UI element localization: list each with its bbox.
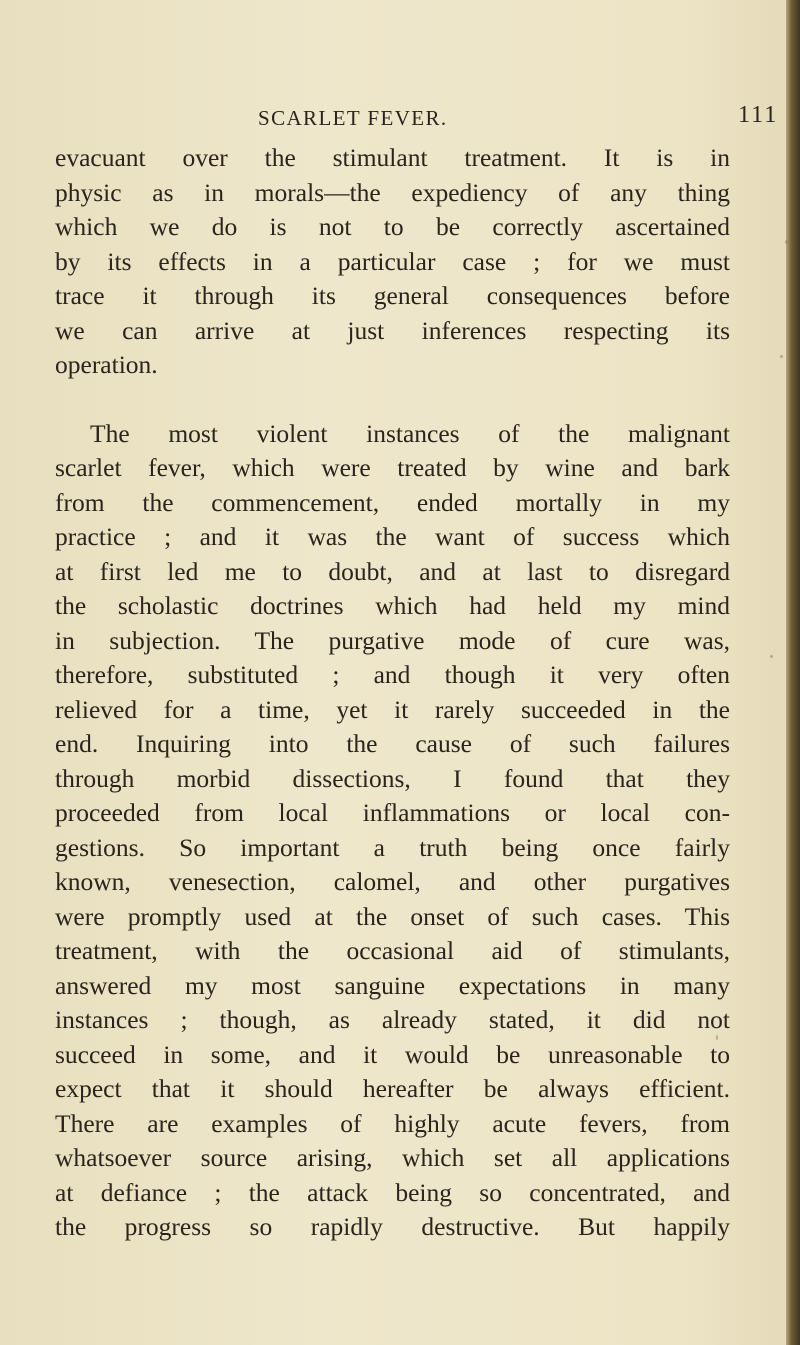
text-line: were promptly used at the onset of such cases. This: [55, 901, 730, 931]
paragraph-gap: [55, 383, 730, 417]
text-line: at defiance ; the attack being so concentrated, and: [55, 1177, 730, 1207]
text-line: physic as in morals—the expediency of any thing: [55, 177, 730, 207]
paper-speck: [770, 655, 773, 658]
text-line: the progress so rapidly destructive. But happily: [55, 1212, 730, 1241]
text-line: by its effects in a particular case ; for we must: [55, 246, 730, 276]
text-line: expect that it should hereafter be always efficient.: [55, 1074, 730, 1103]
text-line: gestions. So important a truth being once fairly: [55, 832, 730, 862]
text-line: treatment, with the occasional aid of stimulants,: [55, 936, 730, 965]
text-line: succeed in some, and it would be unreasonable to: [55, 1039, 730, 1069]
text-line: we can arrive at just inferences respecting its: [55, 315, 730, 345]
text-line: practice ; and it was the want of success which: [55, 522, 730, 551]
paragraph-2: [55, 417, 730, 1245]
paragraph-1: [55, 141, 730, 383]
text-line: instances ; though, as already stated, it did not: [55, 1005, 730, 1034]
text-line: proceeded from local inflammations or local con-: [55, 798, 730, 827]
text-line: operation.: [55, 350, 158, 379]
paper-speck: [780, 355, 783, 358]
text-line: which we do is not to be correctly ascertained: [55, 212, 730, 241]
text-line: the scholastic doctrines which had held my mind: [55, 591, 730, 620]
text-line: known, venesection, calomel, and other purgatives: [55, 867, 730, 896]
running-head-title: SCARLET FEVER.: [258, 106, 448, 130]
paper-speck: [785, 240, 789, 244]
body-text: [55, 141, 730, 1245]
page-number: 111: [738, 102, 779, 128]
text-line: whatsoever source arising, which set all applications: [55, 1143, 730, 1172]
text-line: from the commencement, ended mortally in my: [55, 487, 730, 517]
text-line: in subjection. The purgative mode of cure was,: [55, 625, 730, 655]
text-line: trace it through its general consequences before: [55, 281, 730, 310]
text-line: therefore, substituted ; and though it very often: [55, 660, 730, 689]
text-line: There are examples of highly acute fevers, from: [55, 1108, 730, 1138]
text-line: relieved for a time, yet it rarely succeeded in the: [55, 694, 730, 724]
book-spine-edge: [786, 0, 800, 1345]
text-line: scarlet fever, which were treated by wine and bark: [55, 453, 730, 482]
text-line: evacuant over the stimulant treatment. It is in: [55, 143, 730, 172]
text-line: The most violent instances of the malignant: [90, 418, 730, 448]
text-line: at first led me to doubt, and at last to disregard: [55, 556, 730, 586]
text-line: answered my most sanguine expectations in many: [55, 970, 730, 1000]
text-line: through morbid dissections, I found that they: [55, 763, 730, 793]
text-line: end. Inquiring into the cause of such failures: [55, 729, 730, 758]
